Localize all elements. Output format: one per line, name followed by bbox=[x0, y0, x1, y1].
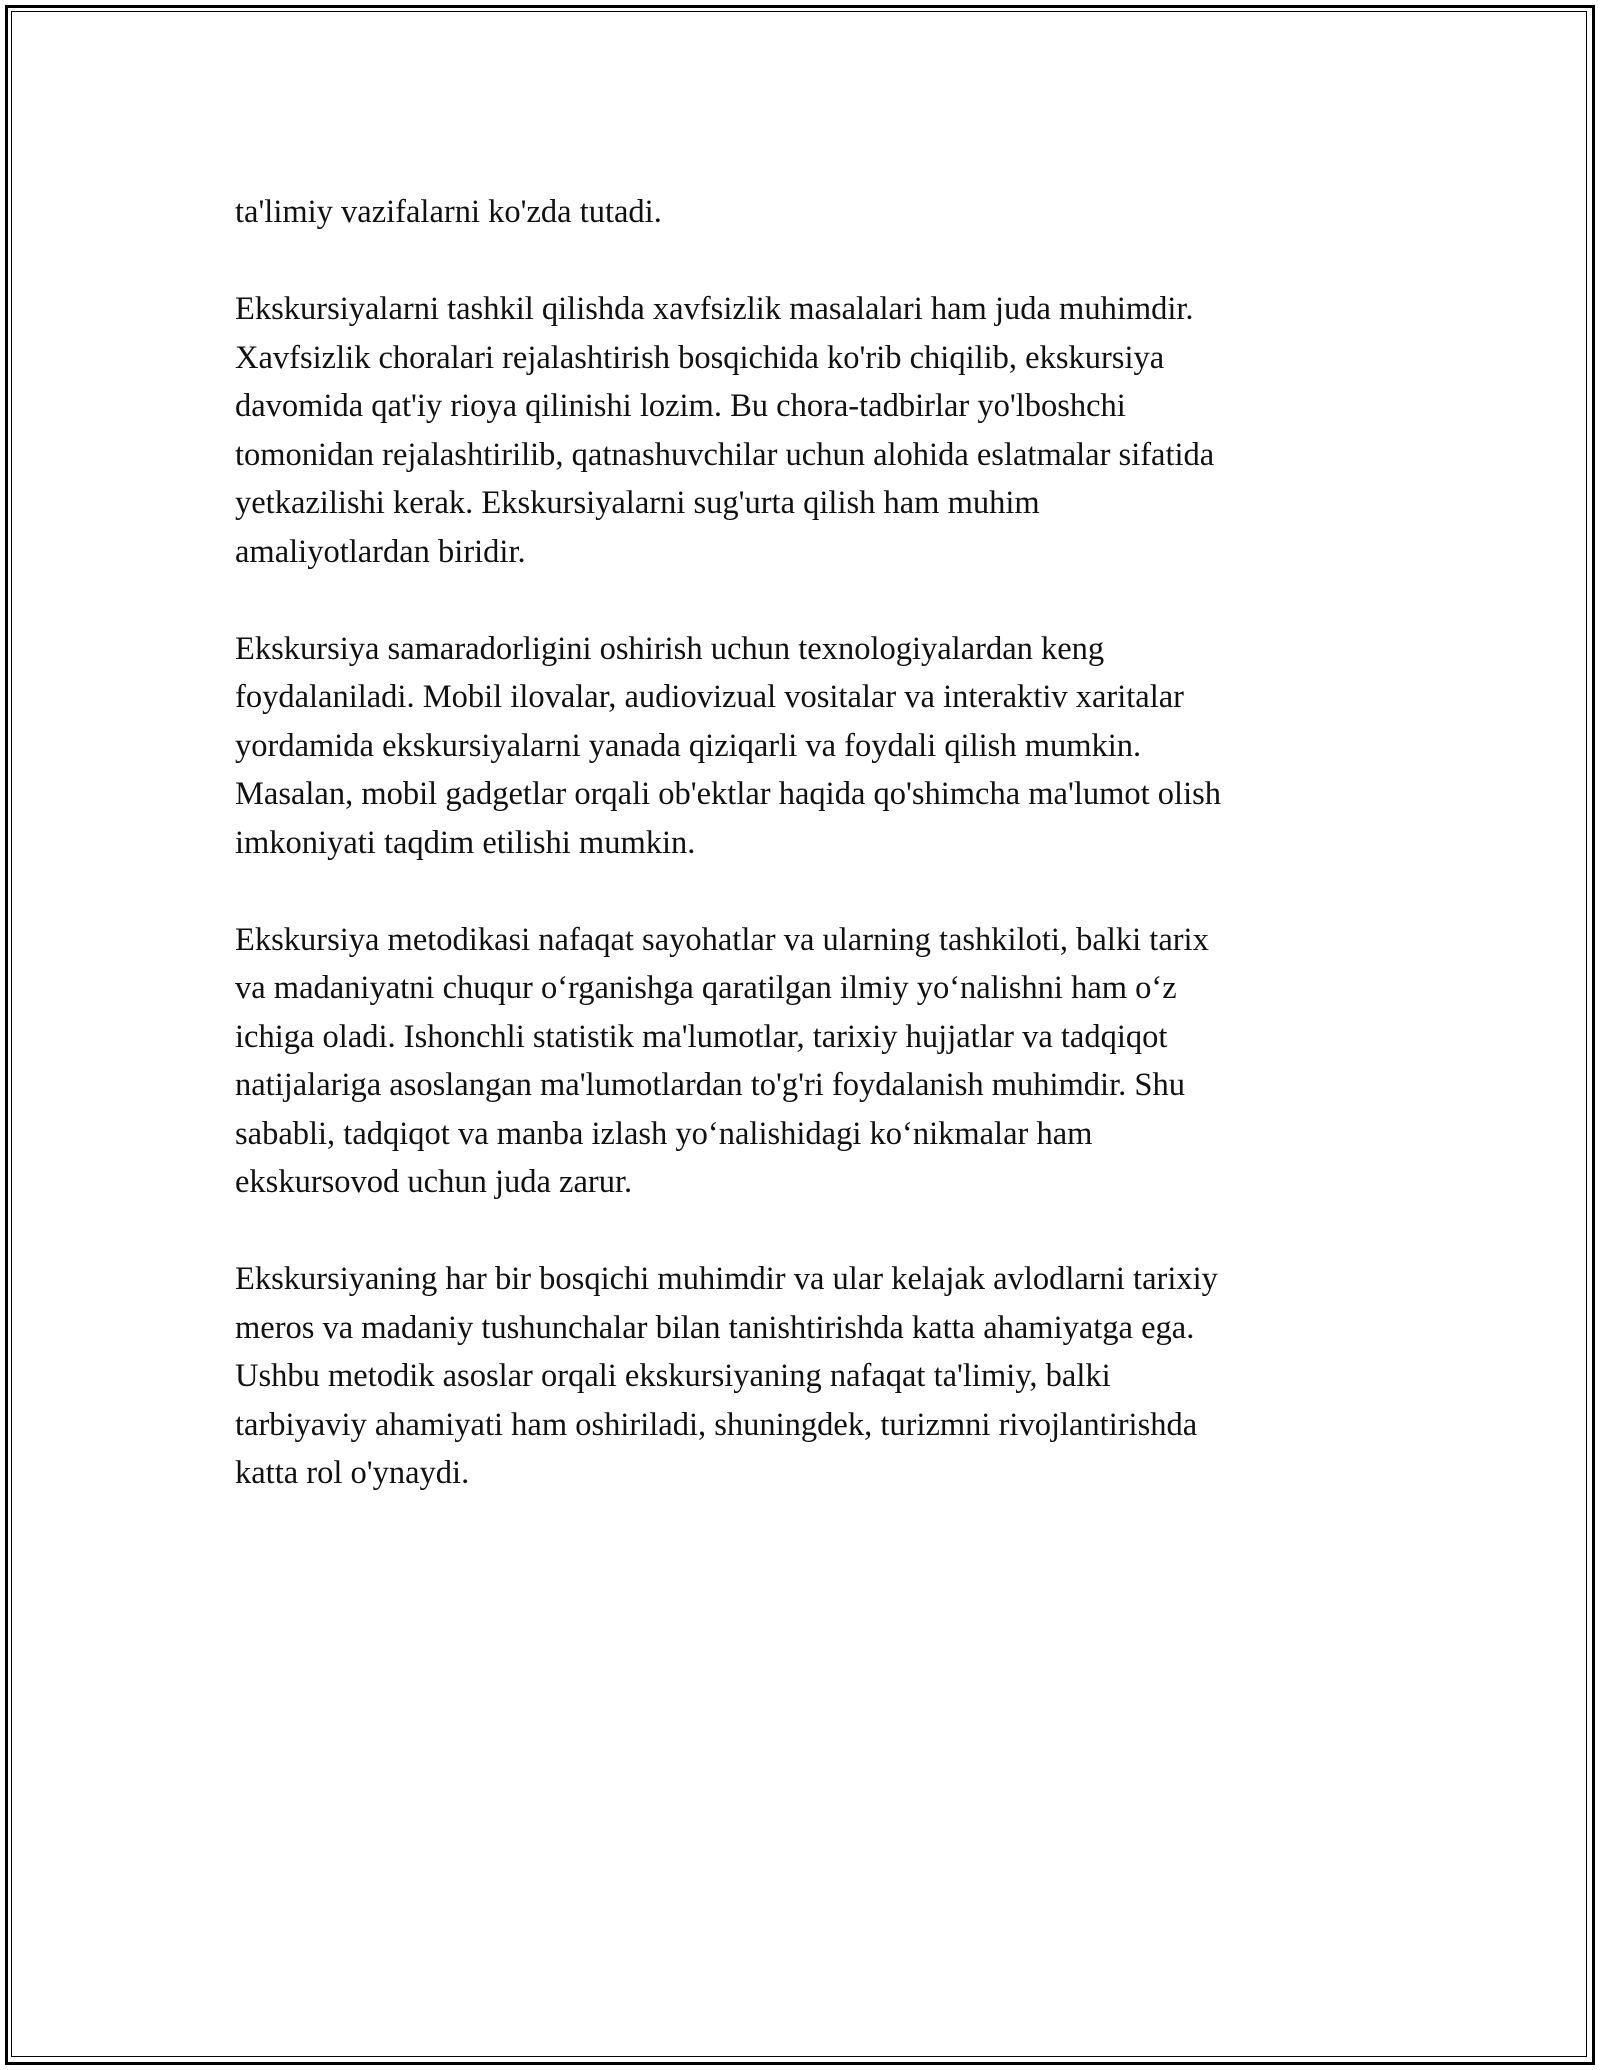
paragraph-conclusion: Ekskursiyaning har bir bosqichi muhimdir va ular kelajak avlodlarni tarixiy meros va madaniy tushunchalar bilan tanishtirishda katta ahamiyatga ega. Ushbu metodik asoslar orqali ekskursiyaning nafaqat ta'limiy, balki tarbiyaviy ahamiyati ham oshiriladi, shuningdek, turizmni rivojlantirishda katta rol o'ynaydi. bbox=[235, 1261, 1218, 1491]
document-body bbox=[235, 188, 1365, 1546]
paragraph-methodology: Ekskursiya metodikasi nafaqat sayohatlar va ularning tashkiloti, balki tarix va madaniyatni chuqur o‘rganishga qaratilgan ilmiy yo‘nalishni ham o‘z ichiga oladi. Ishonchli statistik ma'lumotlar, tarixiy hujjatlar va tadqiqot natijalariga asoslangan ma'lumotlardan to'g'ri foydalanish muhimdir. Shu sababli, tadqiqot va manba izlash yo‘nalishidagi ko‘nikmalar ham ekskursovod uchun juda zarur. bbox=[235, 921, 1209, 1200]
paragraph-safety: Ekskursiyalarni tashkil qilishda xavfsizlik masalalari ham juda muhimdir. Xavfsizlik choralari rejalashtirish bosqichida ko'rib chiqilib, ekskursiya davomida qat'iy rioya qilinishi lozim. Bu chora-tadbirlar yo'lboshchi tomonidan rejalashtirilib, qatnashuvchilar uchun alohida eslatmalar sifatida yetkazilishi kerak. Ekskursiyalarni sug'urta qilish ham muhim amaliyotlardan biridir. bbox=[235, 291, 1215, 570]
paragraph-continuation: ta'limiy vazifalarni ko'zda tutadi. bbox=[235, 194, 662, 230]
paragraph-technology: Ekskursiya samaradorligini oshirish uchun texnologiyalardan keng foydalaniladi. Mobil ilovalar, audiovizual vositalar va interaktiv xaritalar yordamida ekskursiyalarni yanada qiziqarli va foydali qilish mumkin. Masalan, mobil gadgetlar orqali ob'ektlar haqida qo'shimcha ma'lumot olish imkoniyati taqdim etilishi mumkin. bbox=[235, 630, 1222, 861]
